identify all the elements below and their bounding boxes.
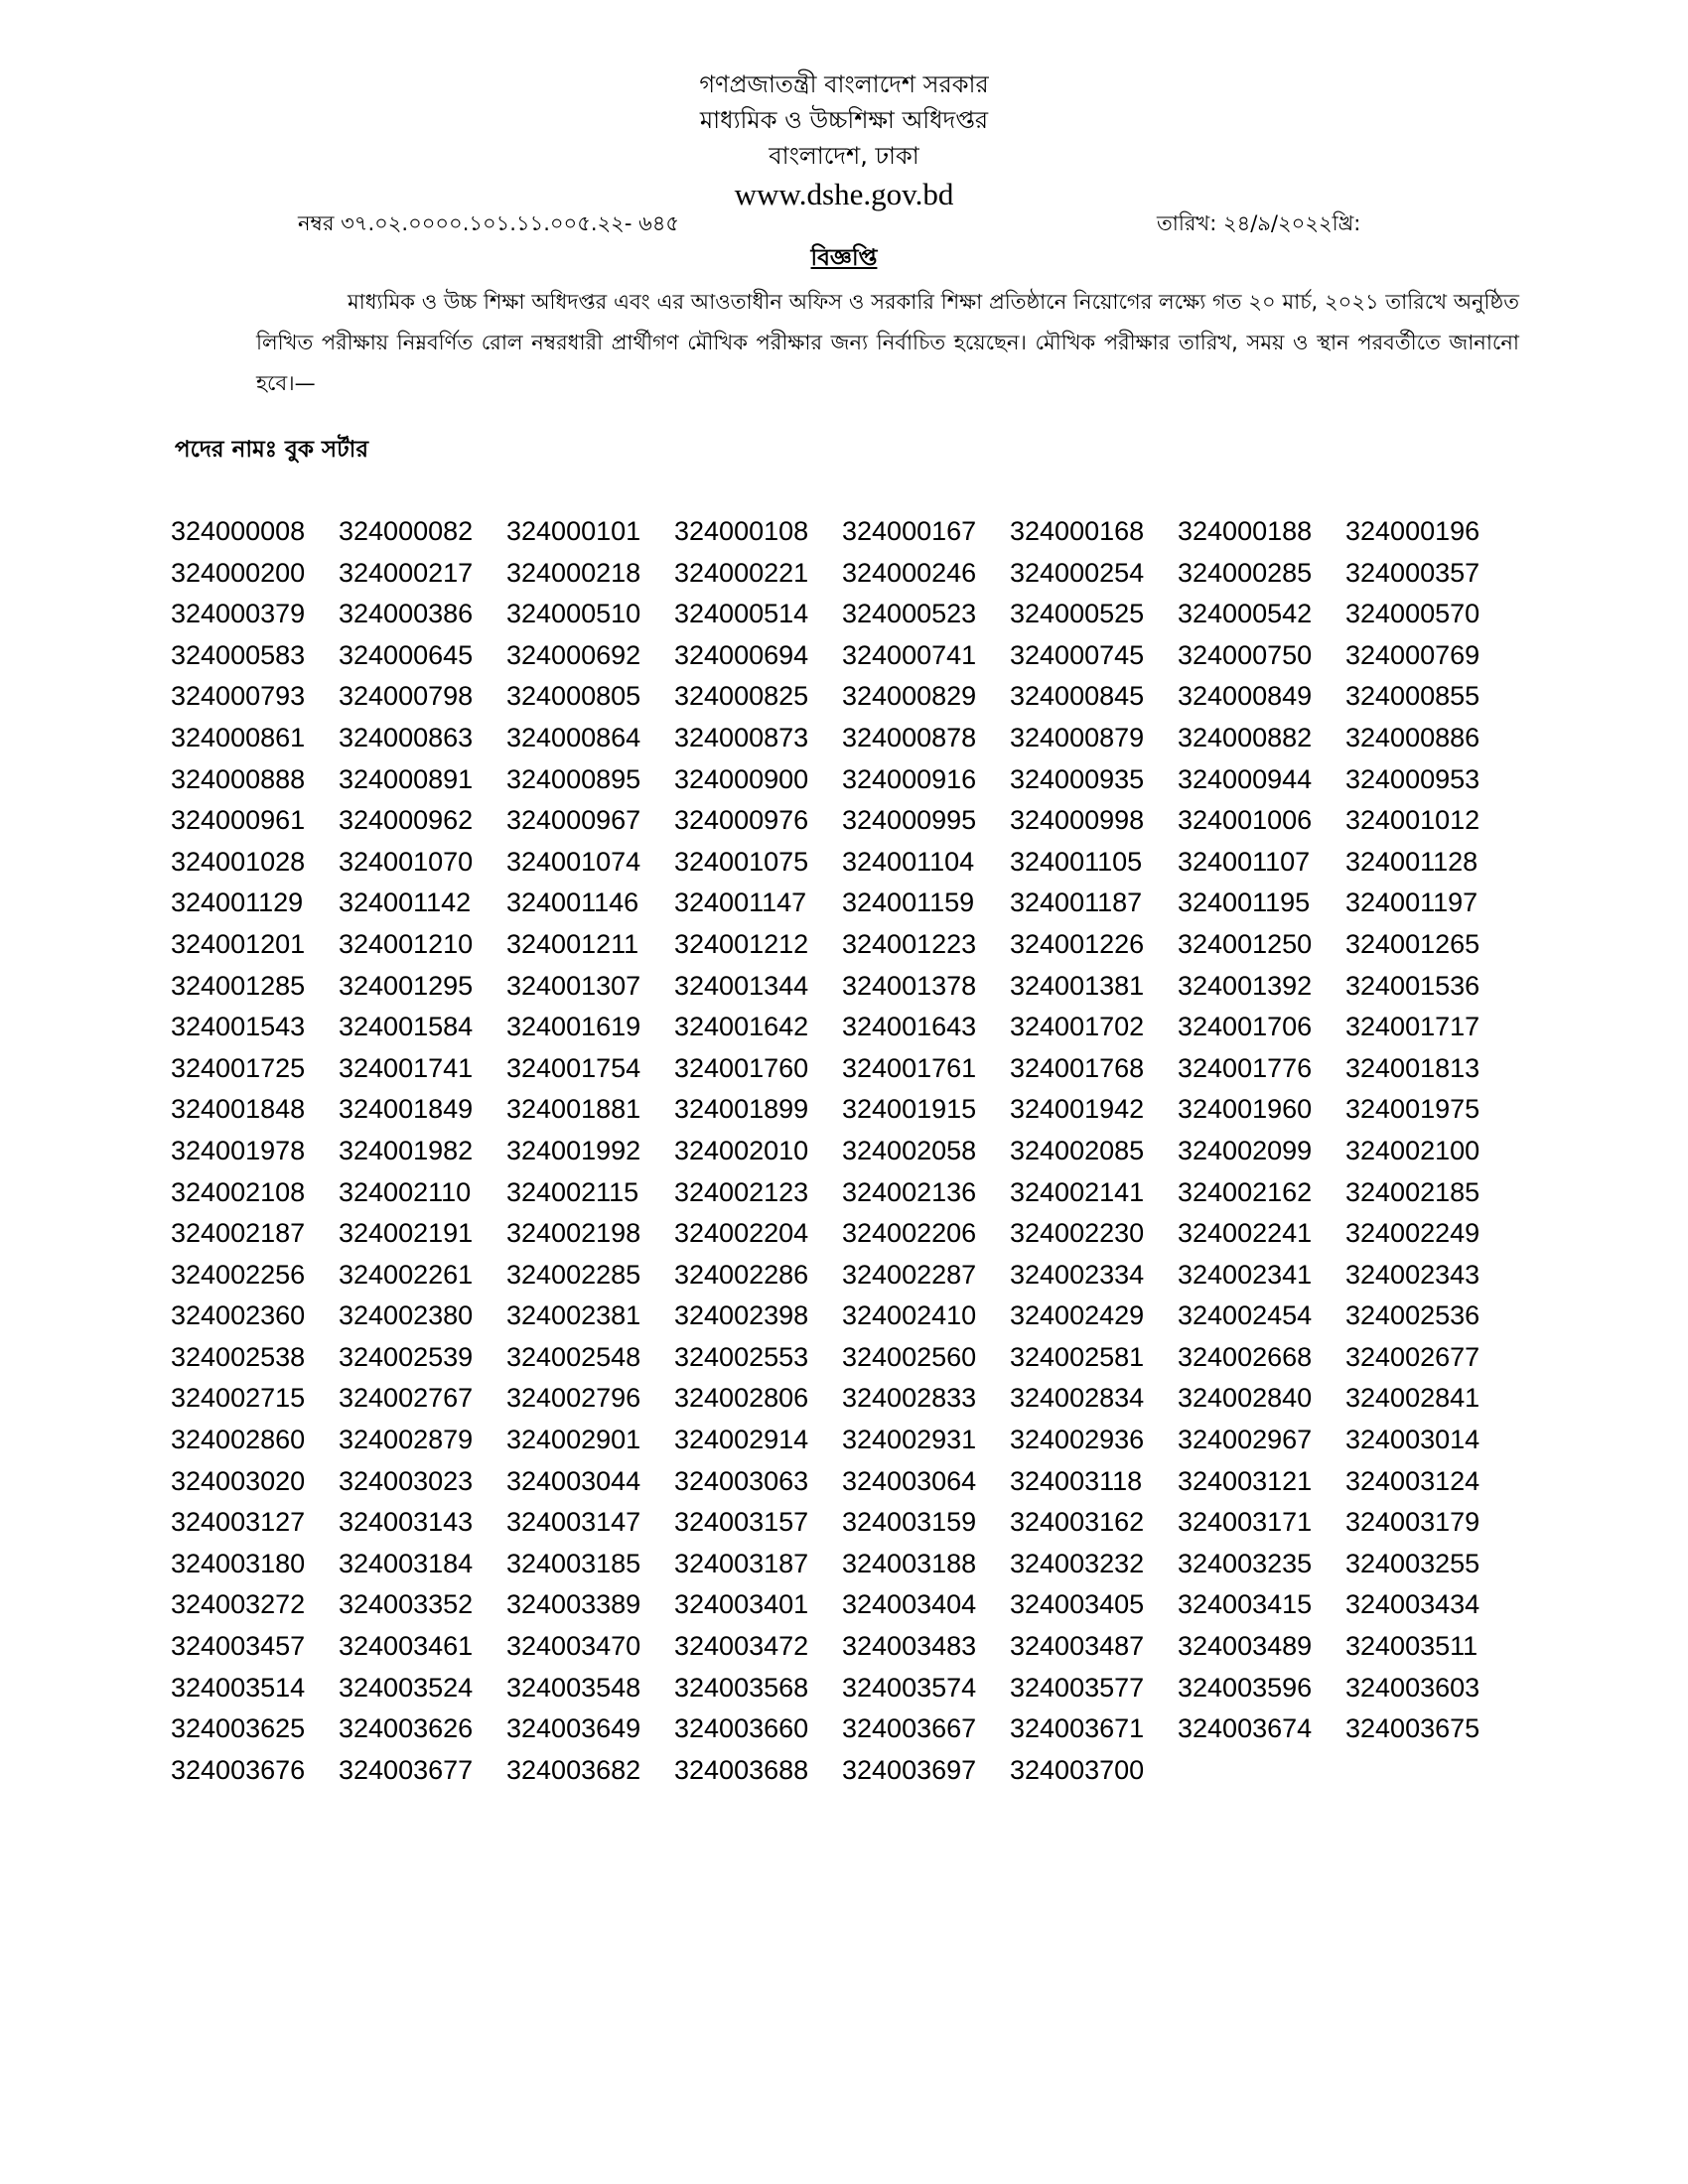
- roll-number: 324003162: [1010, 1507, 1145, 1538]
- roll-number: 324003660: [674, 1713, 809, 1744]
- roll-number: 324001942: [1010, 1094, 1145, 1125]
- roll-number: 324003675: [1345, 1713, 1480, 1744]
- roll-number: 324003401: [674, 1589, 809, 1620]
- roll-number: 324002256: [171, 1259, 306, 1290]
- roll-number: 324000864: [506, 722, 641, 752]
- roll-number: 324003255: [1345, 1548, 1480, 1578]
- roll-number: 324000886: [1345, 722, 1480, 752]
- roll-number: 324000167: [842, 516, 977, 546]
- roll-number: 324003674: [1178, 1713, 1313, 1744]
- roll-number: 324000108: [674, 516, 809, 546]
- roll-number: 324003514: [171, 1672, 306, 1703]
- roll-number: 324000829: [842, 681, 977, 712]
- roll-number: 324000168: [1010, 516, 1145, 546]
- website-link[interactable]: www.dshe.gov.bd: [734, 177, 954, 211]
- roll-number: 324002380: [339, 1300, 474, 1331]
- roll-number: 324003188: [842, 1548, 977, 1578]
- roll-number: 324001992: [506, 1135, 641, 1165]
- roll-number: 324001392: [1178, 970, 1313, 1001]
- roll-number: 324001848: [171, 1094, 306, 1125]
- roll-number: 324000998: [1010, 805, 1145, 836]
- roll-number: 324001381: [1010, 970, 1145, 1001]
- roll-number: 324002553: [674, 1341, 809, 1372]
- roll-number: 324002560: [842, 1341, 977, 1372]
- roll-number: 324002410: [842, 1300, 977, 1331]
- roll-number: 324003044: [506, 1465, 641, 1496]
- government-name: গণপ্রজাতন্ত্রী বাংলাদেশ সরকার: [699, 70, 989, 98]
- roll-number: 324002381: [506, 1300, 641, 1331]
- roll-number: 324001074: [506, 846, 641, 877]
- roll-number: 324001265: [1345, 928, 1480, 959]
- roll-number: 324001378: [842, 970, 977, 1001]
- roll-number: 324001915: [842, 1094, 977, 1125]
- roll-number: 324002206: [842, 1218, 977, 1249]
- roll-number: 324000101: [506, 516, 641, 546]
- roll-number: 324002879: [339, 1425, 474, 1455]
- roll-number: 324001619: [506, 1012, 641, 1042]
- roll-number: 324001725: [171, 1052, 306, 1083]
- roll-number: 324001813: [1345, 1052, 1480, 1083]
- roll-number: 324002010: [674, 1135, 809, 1165]
- roll-number: 324001295: [339, 970, 474, 1001]
- roll-number: 324000246: [842, 557, 977, 588]
- roll-row: [171, 1461, 1521, 1503]
- roll-number: 324001147: [674, 887, 807, 918]
- roll-number: 324000570: [1345, 599, 1480, 629]
- roll-number: 324000196: [1345, 516, 1480, 546]
- roll-number: 324000961: [171, 805, 306, 836]
- roll-number: 324003063: [674, 1465, 809, 1496]
- roll-number: 324003483: [842, 1631, 977, 1662]
- roll-number: 324003577: [1010, 1672, 1145, 1703]
- roll-row: [171, 1213, 1521, 1255]
- roll-number: 324003179: [1345, 1507, 1480, 1538]
- roll-number: 324000900: [674, 763, 809, 794]
- roll-number: 324000805: [506, 681, 641, 712]
- roll-number: 324003389: [506, 1589, 641, 1620]
- roll-number: 324002285: [506, 1259, 641, 1290]
- roll-number: 324001849: [339, 1094, 474, 1125]
- location: বাংলাদেশ, ঢাকা: [769, 142, 919, 170]
- roll-number: 324003127: [171, 1507, 306, 1538]
- roll-number: 324002099: [1178, 1135, 1313, 1165]
- roll-number: 324002341: [1178, 1259, 1313, 1290]
- notice-title-text: বিজ্ঞপ্তি: [810, 245, 878, 271]
- roll-number: 324000888: [171, 763, 306, 794]
- roll-number: 324002398: [674, 1300, 809, 1331]
- notice-title: [0, 242, 1688, 274]
- roll-number: 324002198: [506, 1218, 641, 1249]
- roll-number: 324002162: [1178, 1176, 1313, 1207]
- roll-number: 324003020: [171, 1465, 306, 1496]
- roll-row: [171, 759, 1521, 801]
- roll-number: 324000873: [674, 722, 809, 752]
- roll-number: 324003511: [1345, 1631, 1478, 1662]
- roll-number: 324000379: [171, 599, 306, 629]
- roll-number: 324000967: [506, 805, 641, 836]
- roll-number: 324002136: [842, 1176, 977, 1207]
- roll-row: [171, 924, 1521, 966]
- roll-row: [171, 1007, 1521, 1048]
- roll-number: 324000200: [171, 557, 306, 588]
- roll-number: 324002840: [1178, 1383, 1313, 1414]
- roll-number: 324001195: [1178, 887, 1311, 918]
- roll-number: 324002286: [674, 1259, 809, 1290]
- roll-number: 324000879: [1010, 722, 1145, 752]
- roll-number: 324000750: [1178, 639, 1313, 670]
- roll-number: 324003235: [1178, 1548, 1313, 1578]
- roll-number: 324001211: [506, 928, 639, 959]
- roll-number: 324002806: [674, 1383, 809, 1414]
- roll-number: 324001776: [1178, 1052, 1313, 1083]
- roll-number: 324001344: [674, 970, 809, 1001]
- roll-number: 324003185: [506, 1548, 641, 1578]
- roll-number: 324002360: [171, 1300, 306, 1331]
- roll-number: 324002110: [339, 1176, 472, 1207]
- roll-number: 324002334: [1010, 1259, 1145, 1290]
- roll-number: 324001250: [1178, 928, 1313, 959]
- roll-row: [171, 718, 1521, 759]
- directorate-name: মাধ্যমিক ও উচ্চশিক্ষা অধিদপ্তর: [699, 106, 989, 134]
- roll-number: 324001881: [506, 1094, 641, 1125]
- roll-number: 324003677: [339, 1754, 474, 1785]
- roll-number: 324001307: [506, 970, 641, 1001]
- roll-row: [171, 1420, 1521, 1461]
- roll-number: 324000793: [171, 681, 306, 712]
- roll-number: 324003023: [339, 1465, 474, 1496]
- roll-number: 324001978: [171, 1135, 306, 1165]
- roll-number: 324003434: [1345, 1589, 1480, 1620]
- roll-number: 324002123: [674, 1176, 809, 1207]
- roll-number: 324001146: [506, 887, 639, 918]
- roll-number: 324000008: [171, 516, 306, 546]
- roll-number: 324000995: [842, 805, 977, 836]
- roll-number: 324001201: [171, 928, 306, 959]
- roll-number: 324001761: [842, 1052, 977, 1083]
- roll-number: 324000514: [674, 599, 809, 629]
- roll-number: 324000962: [339, 805, 474, 836]
- roll-number: 324002901: [506, 1425, 641, 1455]
- roll-number: 324003671: [1010, 1713, 1145, 1744]
- roll-number: 324003405: [1010, 1589, 1145, 1620]
- roll-number: 324000916: [842, 763, 977, 794]
- roll-number: 324003688: [674, 1754, 809, 1785]
- roll-number: 324000386: [339, 599, 474, 629]
- roll-row: [171, 594, 1521, 635]
- roll-number: 324001741: [339, 1052, 474, 1083]
- roll-number: 324003487: [1010, 1631, 1145, 1662]
- roll-number: 324001075: [674, 846, 809, 877]
- roll-number: 324000845: [1010, 681, 1145, 712]
- roll-number: 324002141: [1010, 1176, 1145, 1207]
- roll-number: 324002085: [1010, 1135, 1145, 1165]
- roll-number: 324002115: [506, 1176, 639, 1207]
- roll-number: 324002230: [1010, 1218, 1145, 1249]
- roll-number: 324001006: [1178, 805, 1313, 836]
- roll-number: 324000976: [674, 805, 809, 836]
- roll-number: 324002715: [171, 1383, 306, 1414]
- roll-number: 324003157: [674, 1507, 809, 1538]
- roll-number: 324001128: [1345, 846, 1478, 877]
- roll-number: 324000953: [1345, 763, 1480, 794]
- roll-number: 324000882: [1178, 722, 1313, 752]
- roll-number: 324003682: [506, 1754, 641, 1785]
- roll-number: 324001643: [842, 1012, 977, 1042]
- roll-number: 324001105: [1010, 846, 1143, 877]
- roll-number: 324002108: [171, 1176, 306, 1207]
- roll-row: [171, 883, 1521, 924]
- roll-number: 324002538: [171, 1341, 306, 1372]
- roll-row: [171, 1048, 1521, 1090]
- roll-row: [171, 842, 1521, 884]
- roll-number: 324003124: [1345, 1465, 1480, 1496]
- roll-number: 324000542: [1178, 599, 1313, 629]
- roll-row: [171, 1544, 1521, 1585]
- roll-number: 324002185: [1345, 1176, 1480, 1207]
- roll-number: 324003118: [1010, 1465, 1143, 1496]
- roll-number: 324000221: [674, 557, 809, 588]
- roll-number: 324001754: [506, 1052, 641, 1083]
- roll-number: 324002241: [1178, 1218, 1313, 1249]
- roll-number: 324003676: [171, 1754, 306, 1785]
- roll-row: [171, 1626, 1521, 1668]
- roll-number: 324001960: [1178, 1094, 1313, 1125]
- roll-number: 324001285: [171, 970, 306, 1001]
- roll-number: 324003472: [674, 1631, 809, 1662]
- roll-number: 324002100: [1345, 1135, 1480, 1165]
- roll-number: 324001159: [842, 887, 975, 918]
- roll-number: 324001536: [1345, 970, 1480, 1001]
- roll-row: [171, 553, 1521, 595]
- roll-number: 324003159: [842, 1507, 977, 1538]
- roll-number: 324003596: [1178, 1672, 1313, 1703]
- roll-number: 324002191: [339, 1218, 474, 1249]
- post-name: পদের নামঃ বুক সর্টার: [175, 437, 368, 463]
- roll-number: 324001223: [842, 928, 977, 959]
- roll-number: 324002677: [1345, 1341, 1480, 1372]
- roll-number: 324001107: [1178, 846, 1311, 877]
- roll-number: 324001717: [1345, 1012, 1480, 1042]
- roll-number: 324001226: [1010, 928, 1145, 959]
- roll-row: [171, 1668, 1521, 1709]
- roll-number: 324002548: [506, 1341, 641, 1372]
- roll-number: 324003180: [171, 1548, 306, 1578]
- roll-number: 324001543: [171, 1012, 306, 1042]
- roll-number: 324000935: [1010, 763, 1145, 794]
- roll-number: 324003697: [842, 1754, 977, 1785]
- roll-number: 324000583: [171, 639, 306, 670]
- roll-number: 324003232: [1010, 1548, 1145, 1578]
- roll-number: 324000891: [339, 763, 474, 794]
- roll-row: [171, 1502, 1521, 1544]
- roll-row: [171, 1089, 1521, 1131]
- roll-row: [171, 1131, 1521, 1172]
- roll-number: 324002058: [842, 1135, 977, 1165]
- roll-row: [171, 1296, 1521, 1337]
- roll-number: 324001706: [1178, 1012, 1313, 1042]
- roll-number: 324002668: [1178, 1341, 1313, 1372]
- roll-number: 324003415: [1178, 1589, 1313, 1620]
- roll-number: 324003457: [171, 1631, 306, 1662]
- roll-number: 324001768: [1010, 1052, 1145, 1083]
- roll-number: 324001129: [171, 887, 304, 918]
- roll-number: 324003404: [842, 1589, 977, 1620]
- roll-number: 324003649: [506, 1713, 641, 1744]
- roll-number: 324000944: [1178, 763, 1313, 794]
- roll-row: [171, 966, 1521, 1008]
- roll-number: 324003489: [1178, 1631, 1313, 1662]
- roll-number: 324003064: [842, 1465, 977, 1496]
- roll-number: 324003184: [339, 1548, 474, 1578]
- roll-number: 324002261: [339, 1259, 474, 1290]
- roll-row: [171, 1337, 1521, 1379]
- roll-number: 324001760: [674, 1052, 809, 1083]
- roll-number: 324000855: [1345, 681, 1480, 712]
- roll-number: 324001197: [1345, 887, 1478, 918]
- roll-number: 324000188: [1178, 516, 1313, 546]
- roll-number: 324001028: [171, 846, 306, 877]
- memo-date: তারিখ: ২৪/৯/২০২২খ্রি:: [1157, 211, 1361, 235]
- roll-number: 324002187: [171, 1218, 306, 1249]
- roll-row: [171, 800, 1521, 842]
- roll-number: 324001702: [1010, 1012, 1145, 1042]
- roll-number: 324002539: [339, 1341, 474, 1372]
- roll-row: [171, 1255, 1521, 1297]
- roll-number: 324003143: [339, 1507, 474, 1538]
- roll-number: 324003667: [842, 1713, 977, 1744]
- roll-number: 324000082: [339, 516, 474, 546]
- roll-number: 324000510: [506, 599, 641, 629]
- roll-number: 324003171: [1178, 1507, 1313, 1538]
- roll-number: 324000863: [339, 722, 474, 752]
- roll-number: 324003272: [171, 1589, 306, 1620]
- roll-number: 324001584: [339, 1012, 474, 1042]
- roll-number: 324002967: [1178, 1425, 1313, 1455]
- roll-number: 324000861: [171, 722, 306, 752]
- roll-number: 324000745: [1010, 639, 1145, 670]
- roll-number-list: [171, 511, 1521, 1791]
- roll-number: 324001210: [339, 928, 474, 959]
- roll-number: 324003121: [1178, 1465, 1313, 1496]
- memo-number: নম্বর ৩৭.০২.০০০০.১০১.১১.০০৫.২২- ৬৪৫: [298, 211, 679, 235]
- roll-number: 324002536: [1345, 1300, 1480, 1331]
- roll-number: 324003700: [1010, 1754, 1145, 1785]
- roll-row: [171, 1708, 1521, 1750]
- roll-number: 324002914: [674, 1425, 809, 1455]
- roll-number: 324003352: [339, 1589, 474, 1620]
- roll-number: 324000645: [339, 639, 474, 670]
- roll-number: 324000694: [674, 639, 809, 670]
- roll-number: 324002287: [842, 1259, 977, 1290]
- roll-number: 324002936: [1010, 1425, 1145, 1455]
- roll-number: 324001070: [339, 846, 474, 877]
- roll-number: 324001975: [1345, 1094, 1480, 1125]
- roll-number: 324000798: [339, 681, 474, 712]
- roll-row: [171, 676, 1521, 718]
- roll-number: 324003626: [339, 1713, 474, 1744]
- roll-number: 324002796: [506, 1383, 641, 1414]
- roll-number: 324000217: [339, 557, 474, 588]
- roll-number: 324003524: [339, 1672, 474, 1703]
- roll-number: 324002454: [1178, 1300, 1313, 1331]
- roll-row: [171, 1172, 1521, 1214]
- roll-number: 324000357: [1345, 557, 1480, 588]
- roll-number: 324002931: [842, 1425, 977, 1455]
- roll-number: 324000849: [1178, 681, 1313, 712]
- roll-number: 324000769: [1345, 639, 1480, 670]
- roll-number: 324001899: [674, 1094, 809, 1125]
- roll-number: 324002833: [842, 1383, 977, 1414]
- roll-number: 324000878: [842, 722, 977, 752]
- roll-number: 324001982: [339, 1135, 474, 1165]
- roll-number: 324000692: [506, 639, 641, 670]
- roll-row: [171, 635, 1521, 677]
- roll-number: 324002841: [1345, 1383, 1480, 1414]
- roll-number: 324000523: [842, 599, 977, 629]
- roll-number: 324000741: [842, 639, 977, 670]
- roll-number: 324001142: [339, 887, 472, 918]
- roll-number: 324003470: [506, 1631, 641, 1662]
- roll-number: 324003147: [506, 1507, 641, 1538]
- roll-number: 324001212: [674, 928, 809, 959]
- roll-number: 324001642: [674, 1012, 809, 1042]
- roll-number: 324000285: [1178, 557, 1313, 588]
- roll-number: 324000525: [1010, 599, 1145, 629]
- roll-number: 324002343: [1345, 1259, 1480, 1290]
- roll-number: 324003568: [674, 1672, 809, 1703]
- roll-number: 324002767: [339, 1383, 474, 1414]
- notice-body: মাধ্যমিক ও উচ্চ শিক্ষা অধিদপ্তর এবং এর আওতাধীন অফিস ও সরকারি শিক্ষা প্রতিষ্ঠানে নিয়োগের লক্ষ্যে গত ২০ মার্চ, ২০২১ তারিখে অনুষ্ঠিত লিখিত পরীক্ষায় নিম্নবর্ণিত রোল নম্বরধারী প্রার্থীগণ মৌখিক পরীক্ষার জন্য নির্বাচিত হয়েছেন। মৌখিক পরীক্ষার তারিখ, সময় ও স্থান পরবর্তীতে জানানো হবে।—: [256, 290, 1519, 395]
- roll-number: 324002204: [674, 1218, 809, 1249]
- roll-number: 324002581: [1010, 1341, 1145, 1372]
- roll-number: 324000218: [506, 557, 641, 588]
- roll-number: 324001104: [842, 846, 975, 877]
- roll-number: 324001187: [1010, 887, 1143, 918]
- roll-number: 324002429: [1010, 1300, 1145, 1331]
- roll-number: 324003014: [1345, 1425, 1480, 1455]
- roll-row: [171, 1584, 1521, 1626]
- roll-row: [171, 511, 1521, 553]
- roll-row: [171, 1750, 1521, 1792]
- roll-number: 324002860: [171, 1425, 306, 1455]
- roll-number: 324003187: [674, 1548, 809, 1578]
- roll-number: 324000895: [506, 763, 641, 794]
- roll-number: 324002834: [1010, 1383, 1145, 1414]
- roll-number: 324002249: [1345, 1218, 1480, 1249]
- roll-number: 324003574: [842, 1672, 977, 1703]
- roll-number: 324003603: [1345, 1672, 1480, 1703]
- roll-row: [171, 1378, 1521, 1420]
- roll-number: 324003548: [506, 1672, 641, 1703]
- roll-number: 324000825: [674, 681, 809, 712]
- roll-number: 324000254: [1010, 557, 1145, 588]
- roll-number: 324003625: [171, 1713, 306, 1744]
- roll-number: 324001012: [1345, 805, 1480, 836]
- roll-number: 324003461: [339, 1631, 474, 1662]
